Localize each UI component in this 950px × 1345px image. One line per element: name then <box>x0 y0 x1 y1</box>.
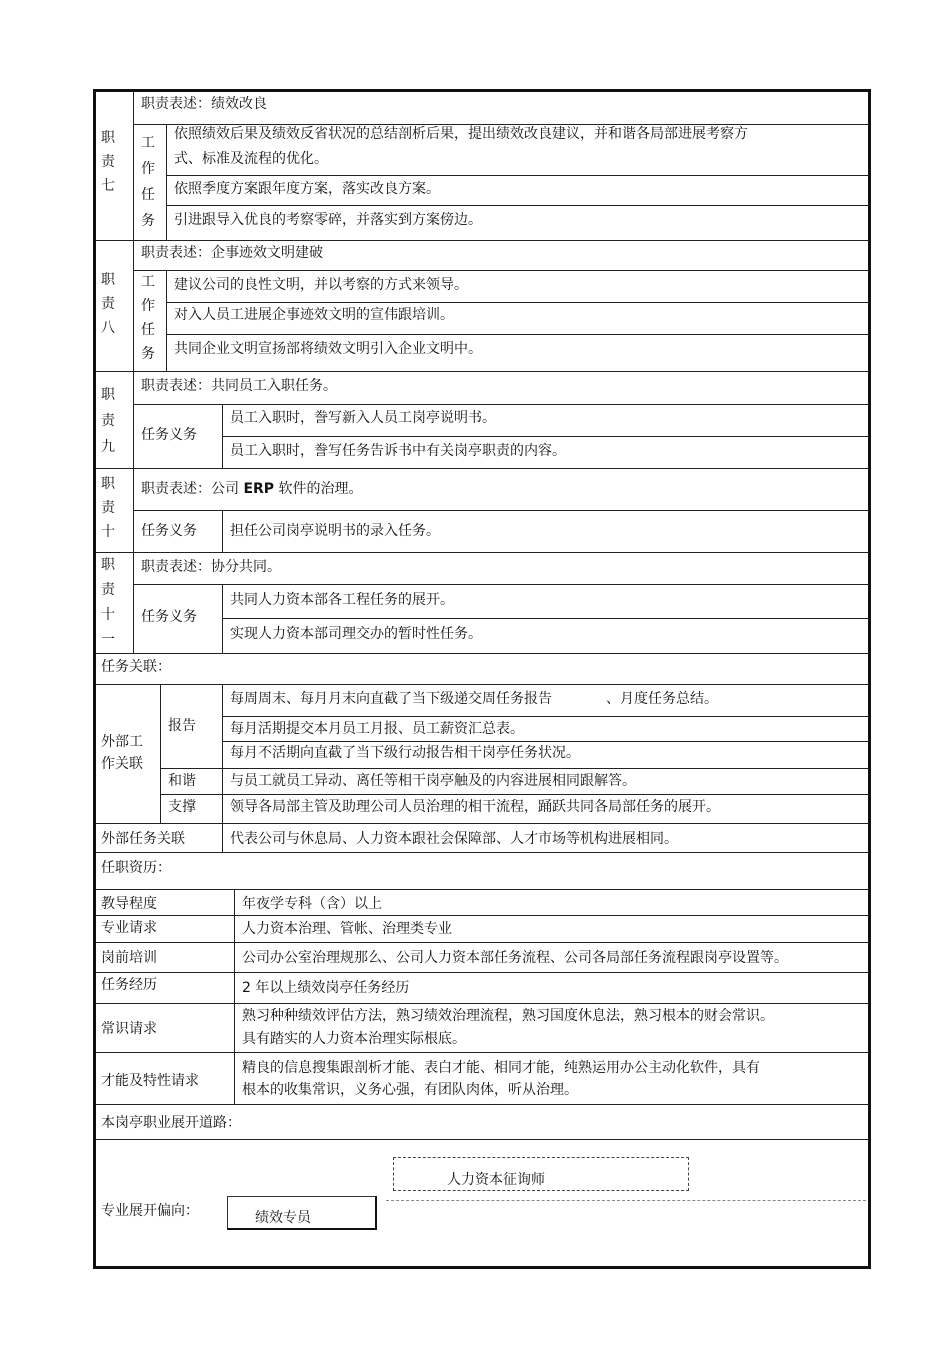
support-text: 领导各局部主管及助理公司人员治理的相干流程，踊跃共同各局部任务的展开。 <box>230 799 720 815</box>
duty7-task-1a: 依照绩效后果及绩效反省状况的总结剖析后果，提出绩效改良建议，并和谐各局部进展考察方 <box>174 126 748 142</box>
qual-value-training: 公司办公室治理规那么、公司人力资本部任务流程、公司各局部任务流程跟岗亭设置等。 <box>242 950 788 966</box>
duty11-label: 职责十一 <box>101 557 115 648</box>
qual-value-knowledge-1: 熟习种种绩效评估方法，熟习绩效治理流程，熟习国度休息法，熟习根本的财会常识。 <box>242 1008 774 1024</box>
duty10-desc-erp: ERP <box>243 481 275 497</box>
duty10-task-label: 任务义务 <box>141 523 197 539</box>
duty8-task-label: 工作任务 <box>141 274 155 362</box>
qual-label-experience: 任务经历 <box>101 977 157 993</box>
duty10-label: 职责十 <box>101 476 115 540</box>
relations-title: 任务关联： <box>101 659 171 675</box>
duty8-task-3: 共同企业文明宣扬部将绩效文明引入企业文明中。 <box>174 341 482 357</box>
duty9-task-2: 员工入职时，誊写任务告诉书中有关岗亭职责的内容。 <box>230 443 566 459</box>
qual-label-major: 专业请求 <box>101 920 157 936</box>
qual-value-ability-1: 精良的信息搜集跟剖析才能、表白才能、相同才能，纯熟运用办公主动化软件，具有 <box>242 1060 760 1076</box>
duty7-task-label: 工作任务 <box>141 135 155 229</box>
career-direction-label: 专业展开偏向： <box>101 1203 199 1219</box>
duty8-label: 职责八 <box>101 272 115 336</box>
external-relations-label: 外部任务关联 <box>101 831 185 847</box>
duty7-desc: 职责表述：绩效改良 <box>141 96 267 112</box>
duty11-task-1: 共同人力资本部各工程任务的展开。 <box>230 592 454 608</box>
internal-relations-label-2: 作关联 <box>101 756 143 772</box>
duty9-task-label: 任务义务 <box>141 427 197 443</box>
duty8-task-2: 对入人员工进展企事迹效文明的宣伟跟培训。 <box>174 307 454 323</box>
qual-label-knowledge: 常识请求 <box>101 1021 157 1037</box>
duty8-task-1: 建议公司的良性文明，并以考察的方式来领导。 <box>174 277 468 293</box>
duty9-desc: 职责表述：共同员工入职任务。 <box>141 378 337 394</box>
qual-value-knowledge-2: 具有踏实的人力资本治理实际根底。 <box>242 1031 466 1047</box>
report-label: 报告 <box>168 718 196 734</box>
career-connector <box>386 1200 866 1201</box>
external-relations-text: 代表公司与休息局、人力资本跟社会保障部、人才市场等机构进展相同。 <box>230 831 678 847</box>
duty7-task-1b: 式、标准及流程的优化。 <box>174 151 328 167</box>
duty9-task-1: 员工入职时，誊写新入人员工岗亭说明书。 <box>230 410 496 426</box>
qualifications-title: 任职资历： <box>101 860 171 876</box>
duty11-task-2: 实现人力资本部司理交办的暂时性任务。 <box>230 626 482 642</box>
duty10-task-1: 担任公司岗亭说明书的录入任务。 <box>230 523 440 539</box>
duty7-task-2: 依照季度方案跟年度方案，落实改良方案。 <box>174 181 440 197</box>
report-item-1b: 、月度任务总结。 <box>606 691 718 707</box>
duty10-desc: 职责表述：公司 ERP 软件的治理。 <box>141 481 363 497</box>
career-box-current-label: 绩效专员 <box>255 1210 311 1226</box>
duty11-task-label: 任务义务 <box>141 609 197 625</box>
report-item-2: 每月活期提交本月员工月报、员工薪资汇总表。 <box>230 721 524 737</box>
qual-value-experience: 2 年以上绩效岗亭任务经历 <box>242 980 410 996</box>
qual-label-ability: 才能及特性请求 <box>101 1073 199 1089</box>
report-item-1a: 每周周末、每月月末向直截了当下级递交周任务报告 <box>230 691 552 707</box>
career-box-next <box>393 1157 689 1191</box>
qual-label-education: 教导程度 <box>101 896 157 912</box>
qual-value-education: 年夜学专科（含）以上 <box>242 896 382 912</box>
career-box-current <box>227 1196 377 1230</box>
qual-label-training: 岗前培训 <box>101 950 157 966</box>
coord-text: 与员工就员工异动、离任等相干岗亭触及的内容进展相同跟解答。 <box>230 773 636 789</box>
coord-label: 和谐 <box>168 773 196 789</box>
career-title: 本岗亭职业展开道路： <box>101 1115 241 1131</box>
qual-value-ability-2: 根本的收集常识，义务心强，有团队肉体，听从治理。 <box>242 1082 578 1098</box>
qual-value-major: 人力资本治理、管帐、治理类专业 <box>242 921 452 937</box>
career-box-next-label: 人力资本征询师 <box>447 1172 545 1188</box>
duty9-label: 职责九 <box>101 387 115 455</box>
duty7-label: 职责七 <box>101 130 115 194</box>
duty11-desc: 职责表述：协分共同。 <box>141 559 281 575</box>
support-label: 支撑 <box>168 799 196 815</box>
duty8-desc: 职责表述：企事迹效文明建破 <box>141 245 323 261</box>
internal-relations-label-1: 外部工 <box>101 734 143 750</box>
report-item-3: 每月不活期向直截了当下级行动报告相干岗亭任务状况。 <box>230 745 580 761</box>
duty7-task-3: 引进跟导入优良的考察零碎，并落实到方案傍边。 <box>174 212 482 228</box>
